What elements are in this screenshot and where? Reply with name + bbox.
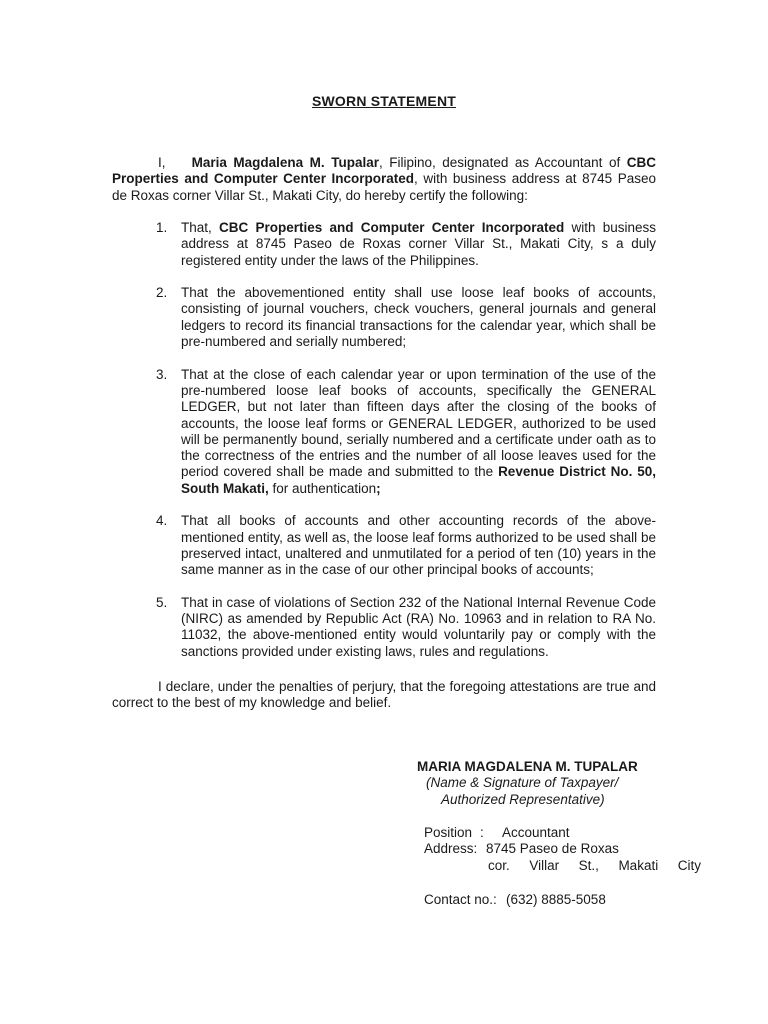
contact-value: (632) 8885-5058 — [506, 891, 606, 907]
list-item-bold: CBC Properties and Computer Center Incorporated — [219, 220, 565, 235]
intro-paragraph — [112, 155, 656, 204]
list-item-bold: ; — [376, 480, 381, 496]
list-item — [156, 367, 656, 497]
list-item-text: That all books of accounts and other accounting records of the above-mentioned entity, as well as, the loose leaf forms authorized to be used shall be preserved intact, unaltered and unmutilated for a period of ten (10) years in the same manner as in the case of our other principal books of accounts; — [181, 513, 656, 578]
signature-block — [417, 759, 717, 808]
address-word: Villar — [529, 857, 560, 873]
list-item-text: for authentication — [268, 480, 377, 496]
list-item-number: 3. — [156, 366, 168, 382]
address-word: City — [677, 857, 701, 873]
list-item — [156, 513, 656, 578]
signature-caption — [417, 775, 717, 808]
intro-name: Maria Magdalena M. Tupalar — [191, 155, 379, 170]
list-item-bold: Revenue District No. 50, South Makati, — [181, 464, 656, 496]
list-item-number: 4. — [156, 513, 168, 529]
list-item-number: 2. — [156, 285, 168, 301]
signatory-name: MARIA MAGDALENA M. TUPALAR — [417, 759, 638, 774]
list-item-text: That, — [181, 220, 220, 235]
position-row — [424, 825, 714, 841]
list-item — [156, 220, 656, 269]
list-item — [156, 595, 656, 660]
closing-text: I declare, under the penalties of perjury, that the foregoing attestations are true and correct to the best of my knowledge and belief. — [112, 679, 656, 711]
intro-text-1: , Filipino, designated as Accountant of — [378, 155, 627, 170]
address-row — [424, 841, 714, 857]
closing-paragraph — [112, 679, 656, 712]
intro-text-2: , with business address at 8745 Paseo de Roxas corner Villar St., Makati City, do hereby certify the following: — [112, 171, 656, 203]
list-item — [156, 285, 656, 350]
address-word: cor. — [488, 857, 510, 873]
signatory-details — [424, 825, 714, 908]
signature-caption-line-1: (Name & Signature of Taxpayer/ — [426, 775, 619, 791]
list-item-number: 5. — [156, 594, 168, 610]
intro-company: CBC Properties and Computer Center Incorporated — [112, 155, 656, 187]
address-line-2 — [424, 858, 701, 874]
list-item-text: with business address at 8745 Paseo de Roxas corner Villar St., Makati City, s a duly registered entity under the laws of the Philippines. — [181, 220, 657, 268]
address-word: St., — [578, 857, 599, 873]
position-value: Accountant — [502, 825, 570, 840]
list-item-text: That in case of violations of Section 232 of the National Internal Revenue Code (NIRC) as amended by Republic Act (RA) No. 10963 and in relation to RA No. 11032, the above-mentioned entity would voluntarily pay or comply with the sanctions provided under existing laws, rules and regulations. — [181, 594, 656, 659]
certification-list — [156, 220, 656, 676]
list-item-number: 1. — [156, 220, 168, 235]
address-line-1: 8745 Paseo de Roxas — [486, 841, 619, 857]
contact-row — [424, 892, 714, 908]
address-word: Makati — [618, 857, 659, 873]
intro-pronoun: I, — [158, 155, 166, 170]
list-item-text: That at the close of each calendar year or upon termination of the use of the pre-numbered loose leaf books of accounts, specifically the GENERAL LEDGER, but not later than fifteen days after the closing of the books of accounts, the loose leaf forms or GENERAL LEDGER, authorized to be used will be permanently bound, serially numbered and a certificate under oath as to the correctness of the entries and the number of all loose leaves used for the period covered shall be made and submitted to the — [181, 366, 656, 480]
position-separator: : — [480, 825, 484, 840]
signature-caption-line-2: Authorized Representative) — [441, 791, 605, 807]
contact-label: Contact no.: — [424, 891, 497, 907]
position-label: Position — [424, 825, 473, 840]
address-label: Address: — [424, 841, 478, 857]
document-title: SWORN STATEMENT — [311, 93, 457, 109]
list-item-text: That the abovementioned entity shall use loose leaf books of accounts, consisting of journal vouchers, check vouchers, general journals and general ledgers to record its financial transactions for the calendar year, which shall be pre-numbered and serially numbered; — [181, 285, 656, 350]
